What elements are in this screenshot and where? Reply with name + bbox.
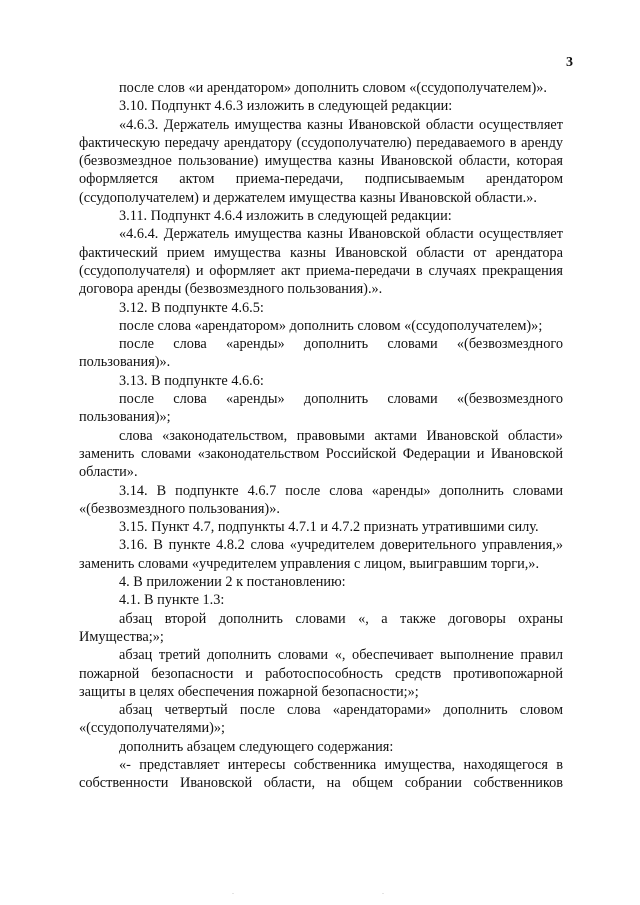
paragraph-9: 3.13. В подпункте 4.6.6: xyxy=(119,372,264,389)
paragraph-12: 3.14. В подпункте 4.6.7 после слова «аренды» дополнить словами «(безвозмездного пользования)». xyxy=(79,482,563,517)
paragraph-2: 3.10. Подпункт 4.6.3 изложить в следующей редакции: xyxy=(119,98,453,115)
paragraph-13: 3.15. Пункт 4.7, подпункты 4.7.1 и 4.7.2 признать утратившими силу. xyxy=(119,519,539,536)
paragraph-5: «4.6.4. Держатель имущества казны Ивановской области осуществляет фактический прием имущества казны Ивановской области от арендатора (ссудополучателя) и оформляет акт приема-передачи в случаях прекращения договора аренды (безвозмездного пользования).». xyxy=(79,226,563,298)
scan-mark: . xyxy=(382,887,384,896)
paragraph-15: 4. В приложении 2 к постановлению: xyxy=(119,574,346,591)
document-body xyxy=(79,79,563,793)
paragraph-18: абзац третий дополнить словами «, обеспечивает выполнение правил пожарной безопасности и работоспособность средств противопожарной защиты в целях обеспечения пожарной безопасности;»; xyxy=(79,647,563,700)
paragraph-6: 3.12. В подпункте 4.6.5: xyxy=(119,299,264,316)
paragraph-17: абзац второй дополнить словами «, а также договоры охраны Имущества;»; xyxy=(79,610,563,645)
paragraph-14: 3.16. В пункте 4.8.2 слова «учредителем доверительного управления,» заменить словами «учредителем управления с лицом, выигравшим торги,». xyxy=(79,537,563,572)
paragraph-1: после слов «и арендатором» дополнить словом «(ссудополучателем)». xyxy=(119,80,547,96)
page-number: 3 xyxy=(566,55,573,70)
scan-mark: . xyxy=(232,887,234,896)
paragraph-7: после слова «арендатором» дополнить словом «(ссудополучателем)»; xyxy=(119,317,543,334)
paragraph-19: абзац четвертый после слова «арендаторами» дополнить словом «(ссудополучателями)»; xyxy=(79,702,563,737)
paragraph-8: после слова «аренды» дополнить словами «(безвозмездного пользования)». xyxy=(79,336,563,371)
paragraph-10: после слова «аренды» дополнить словами «(безвозмездного пользования)»; xyxy=(79,391,563,426)
paragraph-21: «- представляет интересы собственника имущества, находящегося в собственности Ивановской области, на общем собрании собственников xyxy=(79,756,563,792)
paragraph-11: слова «законодательством, правовыми актами Ивановской области» заменить словами «законодательством Российской Федерации и Ивановской области». xyxy=(79,427,563,481)
paragraph-20: дополнить абзацем следующего содержания: xyxy=(119,738,394,755)
paragraph-16: 4.1. В пункте 1.3: xyxy=(119,592,225,609)
paragraph-3: «4.6.3. Держатель имущества казны Ивановской области осуществляет фактическую передачу арендатору (ссудополучателю) передаваемого в аренду (безвозмездное пользование) имущества казны Ивановской области, которая оформляется актом приема-передачи, подписываемым арендатором (ссудополучателем) и держателем имущества казны Ивановской области.». xyxy=(79,116,563,206)
paragraph-4: 3.11. Подпункт 4.6.4 изложить в следующей редакции: xyxy=(119,208,452,225)
